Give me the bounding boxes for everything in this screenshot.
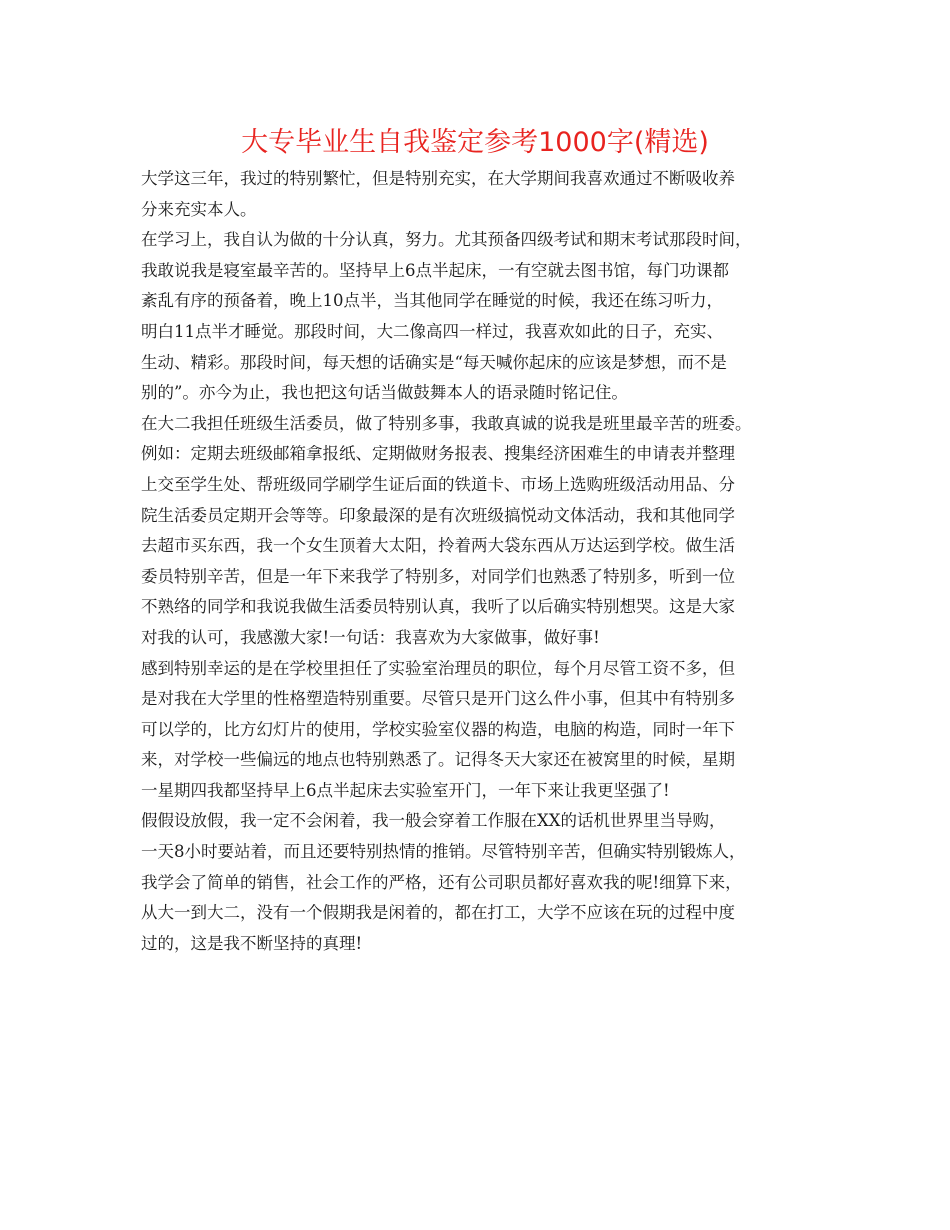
text-line: 别的”。亦今为止，我也把这句话当做鼓舞本人的语录随时铭记住。 bbox=[141, 383, 628, 403]
text-line: 院生活委员定期开会等等。印象最深的是有次班级搞悦动文体活动，我和其他同学 bbox=[141, 505, 735, 525]
text-line: 生动、精彩。那段时间，每天想的话确实是“每天喊你起床的应该是梦想，而不是 bbox=[141, 352, 727, 372]
text-line: 是对我在大学里的性格塑造特别重要。尽管只是开门这么件小事，但其中有特别多 bbox=[141, 689, 735, 709]
document-body bbox=[141, 164, 823, 959]
document-title: 大专毕业生自我鉴定参考1000字(精选) bbox=[241, 127, 709, 158]
paragraph-2 bbox=[141, 225, 823, 409]
text-line: 明白11点半才睡觉。那段时间，大二像高四一样过，我喜欢如此的日子，充实、 bbox=[141, 321, 723, 341]
text-line: 上交至学生处、帮班级同学刷学生证后面的铁道卡、市场上选购班级活动用品、分 bbox=[141, 474, 735, 494]
text-line: 委员特别辛苦，但是一年下来我学了特别多，对同学们也熟悉了特别多，听到一位 bbox=[141, 566, 735, 586]
text-line: 在学习上，我自认为做的十分认真，努力。尤其预备四级考试和期末考试那段时间， bbox=[141, 230, 752, 250]
text-line: 不熟络的同学和我说我做生活委员特别认真，我听了以后确实特别想哭。这是大家 bbox=[141, 597, 735, 617]
text-line: 可以学的，比方幻灯片的使用，学校实验室仪器的构造，电脑的构造，同时一年下 bbox=[141, 719, 735, 739]
text-line: 我学会了简单的销售，社会工作的严格，还有公司职员都好喜欢我的呢!细算下来， bbox=[141, 872, 742, 892]
text-line: 在大二我担任班级生活委员，做了特别多事，我敢真诚的说我是班里最辛苦的班委。 bbox=[141, 413, 752, 433]
text-line: 感到特别幸运的是在学校里担任了实验室治理员的职位，每个月尽管工资不多，但 bbox=[141, 658, 735, 678]
text-line: 例如：定期去班级邮箱拿报纸、定期做财务报表、搜集经济困难生的申请表并整理 bbox=[141, 444, 735, 464]
text-line: 一星期四我都坚持早上6点半起床去实验室开门，一年下来让我更坚强了! bbox=[141, 780, 670, 800]
text-line: 来，对学校一些偏远的地点也特别熟悉了。记得冬天大家还在被窝里的时候，星期 bbox=[141, 750, 735, 770]
text-line: 对我的认可，我感激大家!一句话：我喜欢为大家做事，做好事! bbox=[141, 627, 600, 647]
text-line: 分来充实本人。 bbox=[141, 199, 257, 219]
paragraph-4 bbox=[141, 654, 823, 807]
paragraph-1 bbox=[141, 164, 823, 225]
text-line: 一天8小时要站着，而且还要特别热情的推销。尽管特别辛苦，但确实特别锻炼人， bbox=[141, 842, 746, 862]
text-line: 去超市买东西，我一个女生顶着大太阳，拎着两大袋东西从万达运到学校。做生活 bbox=[141, 536, 735, 556]
text-line: 我敢说我是寝室最辛苦的。坚持早上6点半起床，一有空就去图书馆，每门功课都 bbox=[141, 260, 729, 280]
text-line: 从大一到大二，没有一个假期我是闲着的，都在打工，大学不应该在玩的过程中度 bbox=[141, 903, 735, 923]
text-line: 紊乱有序的预备着，晚上10点半，当其他同学在睡觉的时候，我还在练习听力， bbox=[141, 291, 723, 311]
text-line: 过的，这是我不断坚持的真理! bbox=[141, 933, 363, 953]
paragraph-3 bbox=[141, 409, 823, 654]
text-line: 假假设放假，我一定不会闲着，我一般会穿着工作服在XX的话机世界里当导购， bbox=[141, 811, 726, 831]
paragraph-5 bbox=[141, 806, 823, 959]
text-line: 大学这三年，我过的特别繁忙，但是特别充实，在大学期间我喜欢通过不断吸收养 bbox=[141, 169, 735, 188]
